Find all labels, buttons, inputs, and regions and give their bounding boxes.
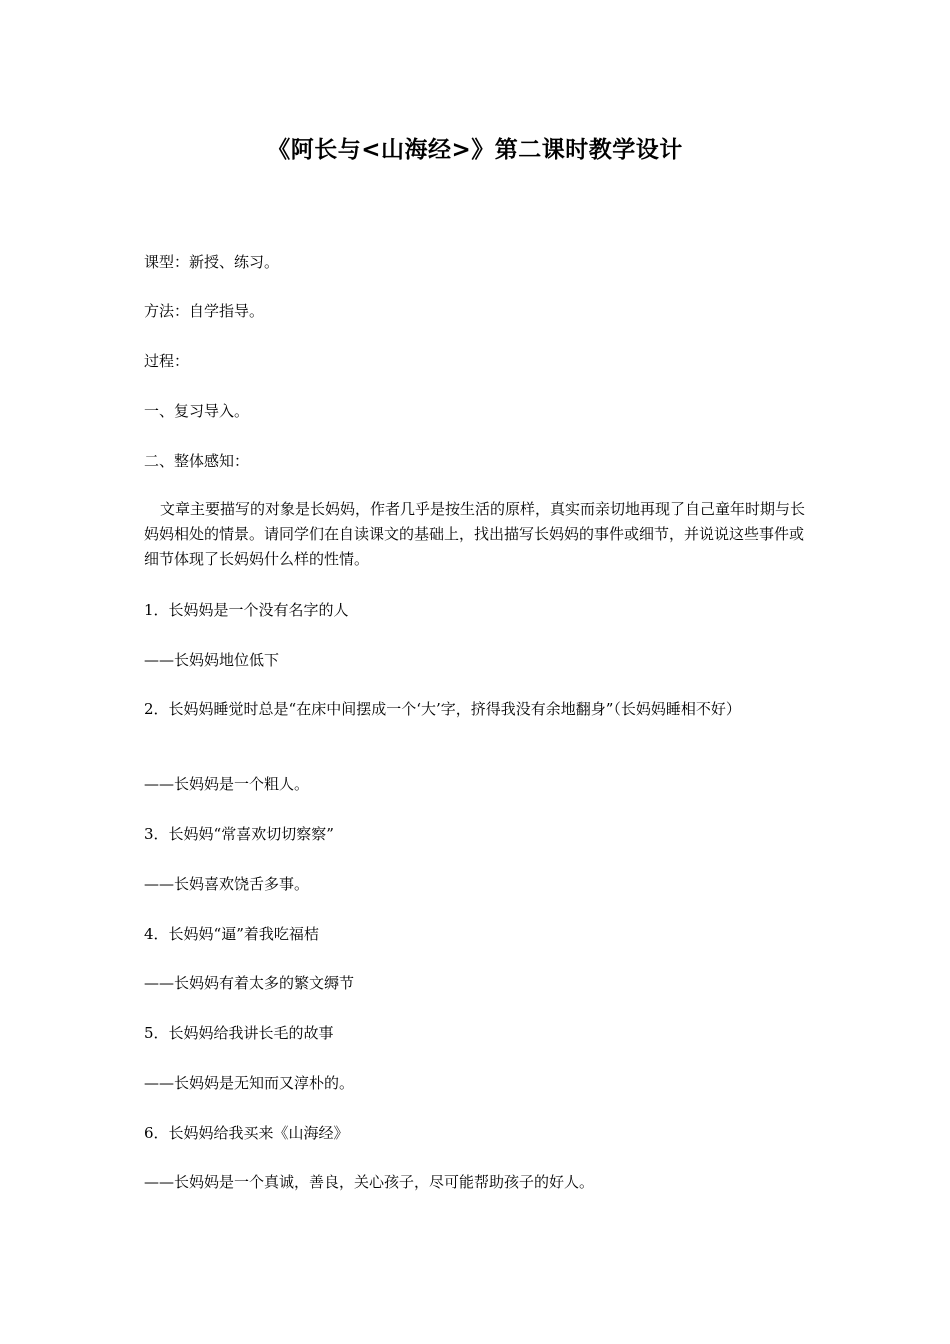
- event-item-4: 4．长妈妈“逼”着我吃福桔: [144, 925, 319, 943]
- intro-paragraph: 文章主要描写的对象是长妈妈，作者几乎是按生活的原样，真实而亲切地再现了自己童年时期与长妈妈相处的情景。请同学们在自读课文的基础上，找出描写长妈妈的事件或细节，并说说这些事件或细节体现了长妈妈什么样的性情。: [144, 500, 806, 568]
- course-type-line: 课型：新授、练习。: [144, 253, 280, 271]
- method-line: 方法：自学指导。: [144, 302, 265, 320]
- event-item-5: 5．长妈妈给我讲长毛的故事: [144, 1024, 334, 1042]
- step-review-introduction: 一、复习导入。: [144, 402, 250, 420]
- step-overall-perception: 二、整体感知：: [144, 452, 250, 470]
- event-item-2: 2．长妈妈睡觉时总是“在床中间摆成一个‘大’字，挤得我没有余地翻身”（长妈妈睡相不好）: [144, 700, 741, 718]
- trait-item-5: ——长妈妈是无知而又淳朴的。: [144, 1074, 355, 1092]
- trait-item-6: ——长妈妈是一个真诚，善良，关心孩子，尽可能帮助孩子的好人。: [144, 1173, 595, 1191]
- trait-item-2: ——长妈妈是一个粗人。: [144, 775, 310, 793]
- trait-item-1: ——长妈妈地位低下: [144, 651, 280, 669]
- process-heading: 过程：: [144, 352, 190, 370]
- event-item-6: 6．长妈妈给我买来《山海经》: [144, 1124, 349, 1142]
- event-item-1: 1．长妈妈是一个没有名字的人: [144, 601, 349, 619]
- document-title: 《阿长与<山海经>》第二课时教学设计: [267, 137, 683, 163]
- trait-item-4: ——长妈妈有着太多的繁文缛节: [144, 974, 355, 992]
- event-item-3: 3．长妈妈“常喜欢切切察察”: [144, 825, 334, 843]
- trait-item-3: ——长妈喜欢饶舌多事。: [144, 875, 310, 893]
